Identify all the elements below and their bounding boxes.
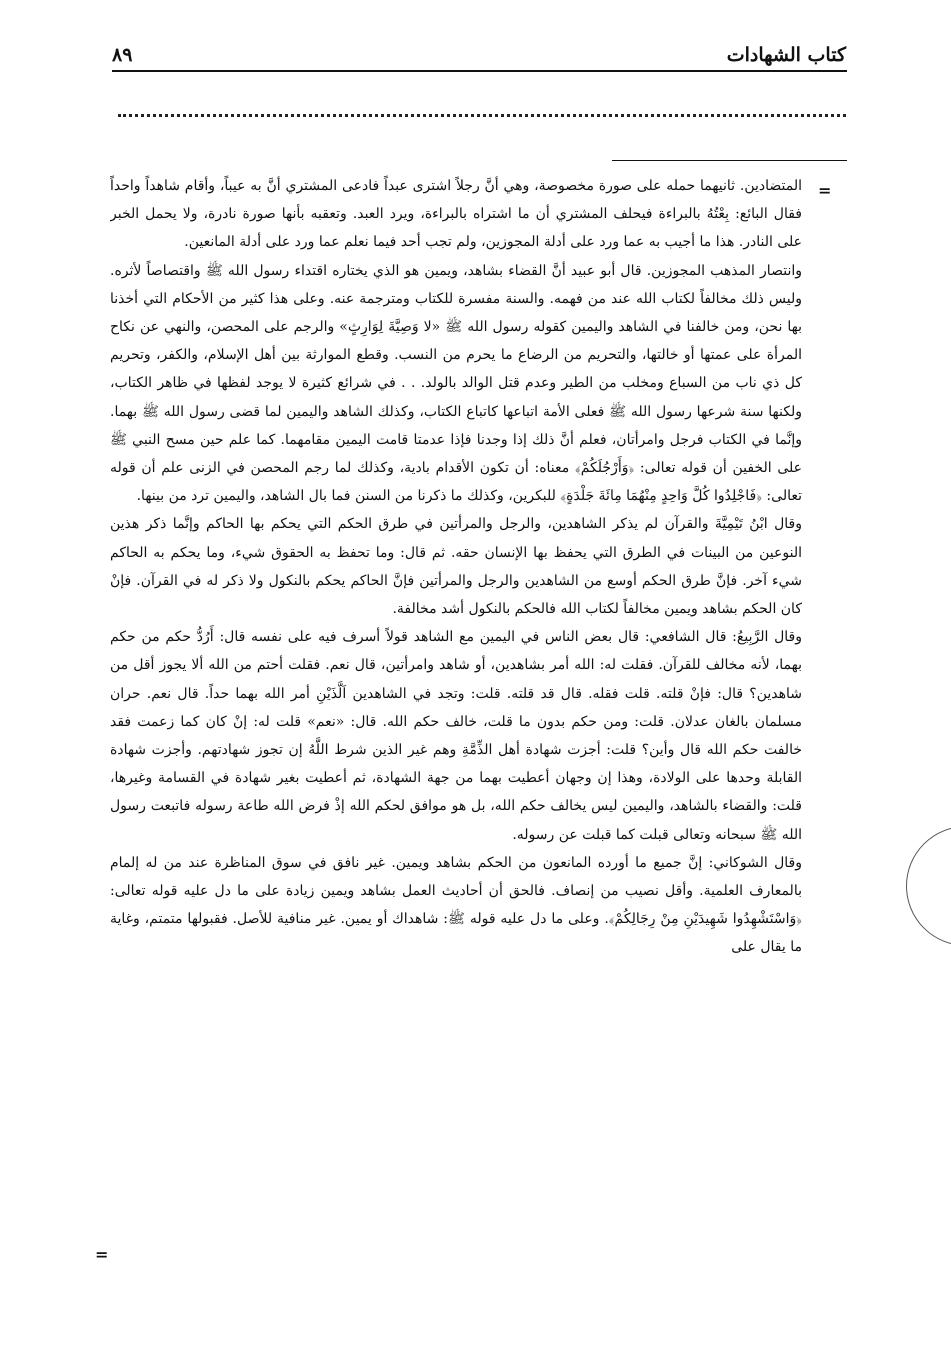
scan-edge-arc <box>906 826 951 946</box>
footnote-body <box>110 172 802 1272</box>
continuation-mark-end: = <box>95 1245 109 1264</box>
paragraph: وقال الشوكاني: إنَّ جميع ما أورده المانعون من الحكم بشاهد ويمين. غير نافق في سوق المناظرة عند من له إلمام بالمعارف العلمية. وأقل نصيب من إنصاف. فالحق أن أحاديث العمل بشاهد ويمين زيادة على ما دل عليه قوله تعالى: ﴿وَاسْتَشْهِدُوا شَهِيدَيْنِ مِنْ رِجَالِكُمْ﴾. وعلى ما دل عليه قوله ﷺ: شاهداك أو يمين. غير منافية للأصل. فقبولها متمتم، وغاية ما يقال على <box>110 854 802 956</box>
dotted-separator <box>118 114 846 117</box>
page-header <box>112 30 846 66</box>
continuation-mark-start: = <box>818 181 832 200</box>
paragraph: المتضادين. ثانيهما حمله على صورة مخصوصة، وهي أنَّ رجلاً اشترى عبداً فادعى المشتري أنَّ به عيباً، وأقام شاهداً واحداً فقال البائع: بِعْتُهُ بالبراءة فيحلف المشتري أن ما اشتراه بالبراءة، ويرد العبد. وتعقبه بأنها صورة نادرة، ولا يحمل الخبر على النادر. هذا ما أجيب به عما ورد على أدلة المجوزين، ولم تجب أحد فيما نعلم عما ورد على أدلة المانعين. <box>110 178 802 251</box>
header-rule <box>112 70 847 72</box>
footnote-rule <box>612 160 847 161</box>
paragraph: وقال الرَّبِيعُ: قال الشافعي: قال بعض الناس في اليمين مع الشاهد قولاً أسرف فيه على نفسه قال: أَرُدُّ حكم من حكم بهما، لأنه مخالف للقرآن. فقلت له: الله أمر بشاهدين، أو شاهد وامرأتين، قال نعم. فقلت أحتم من الله ألا يجوز أقل من شاهدين؟ قال: فإنْ قلته. قلت فقله. قال قد قلته. قلت: وتجد في الشاهدين اَلَّذَيْنِ أمر الله بهما حداً. قال نعم. حران مسلمان بالغان عدلان. قلت: ومن حكم بدون ما قلت، خالف حكم الله. قال: «نعم» قلت له: إنْ كان كما زعمت فقد خالفت حكم الله قال وأين؟ قلت: أجزت شهادة أهل الذِّمَّةِ وهم غير الذين شرط اللَّهُ إن تجوز شهادتهم. وأجزت شهادة القابلة وحدها على الولادة، وهذا إن وجهان أعطيت بهما من جهة الشهادة، ثم أعطيت بغير شهادة في القسامة وغيرها، قلت: والقضاء بالشاهد، واليمين ليس يخالف حكم الله، بل هو موافق لحكم الله إذْ فرض الله طاعة رسوله فاتبعت رسول الله ﷺ سبحانه وتعالى قبلت كما قبلت عن رسوله. <box>110 629 802 843</box>
page-number: ٨٩ <box>112 44 133 66</box>
running-head-title: كتاب الشهادات <box>726 44 846 66</box>
paragraph: وقال ابْنُ تَيْمِيَّةَ والقرآن لم يذكر الشاهدين، والرجل والمرأتين في طرق الحكم التي يحكم بها الحاكم وإنَّما ذكر هذين النوعين من البينات في الطرق التي يحفظ بها الإنسان حقه. ثم قال: وما تحفظ به الحقوق شيء، وما يحكم به الحاكم شيء آخر. فإنَّ طرق الحكم أوسع من الشاهدين والرجل والمرأتين فإنَّ الحاكم يحكم بالنكول ولا ذكر له في القرآن. فإنْ كان الحكم بشاهد ويمين مخالفاً لكتاب الله فالحكم بالنكول أشد مخالفة. <box>110 516 802 618</box>
paragraph: وانتصار المذهب المجوزين. قال أبو عبيد أنَّ القضاء بشاهد، ويمين هو الذي يختاره اقتداء رسول الله ﷺ واقتصاصاً لأثره. وليس ذلك مخالفاً لكتاب الله عند من فهمه. والسنة مفسرة للكتاب ومترجمة عنه. وعلى هذا كثير من الأحكام التي أخذنا بها نحن، ومن خالفنا في الشاهد واليمين كقوله رسول الله ﷺ «لا وَصِيَّةَ لِوَارِثٍ» والرجم على المحصن، والنهي عن نكاح المرأة على عمتها أو خالتها، والتحريم من الرضاع ما يحرم من النسب. وقطع الموارثة بين أهل الإسلام، والكفر، وتحريم كل ذي ناب من السباع ومخلب من الطير وعدم قتل الوالد بالولد. . . في شرائع كثيرة لا يوجد لفظها في ظاهر الكتاب، ولكنها سنة شرعها رسول الله ﷺ فعلى الأمة اتباعها كاتباع الكتاب، وكذلك الشاهد واليمين لما قضى رسول الله ﷺ بهما. وإنَّما في الكتاب فرجل وامرأتان، فعلم أنَّ ذلك إذا وجدنا فإذا عدمتا قامت اليمين مقامهما. كما علم حين مسح النبي ﷺ على الخفين أن قوله تعالى: ﴿وَأَرْجُلَكُمْ﴾ معناه: أن تكون الأقدام بادية، وكذلك لما رجم المحصن في الزنى علم أن قوله تعالى: ﴿فَاجْلِدُوا كُلَّ وَاحِدٍ مِنْهُمَا مِائَةَ جَلْدَةٍ﴾ للبكرين، وكذلك ما ذكرنا من السنن فما بال الشاهد، واليمين ترد من بينها. <box>110 262 802 505</box>
